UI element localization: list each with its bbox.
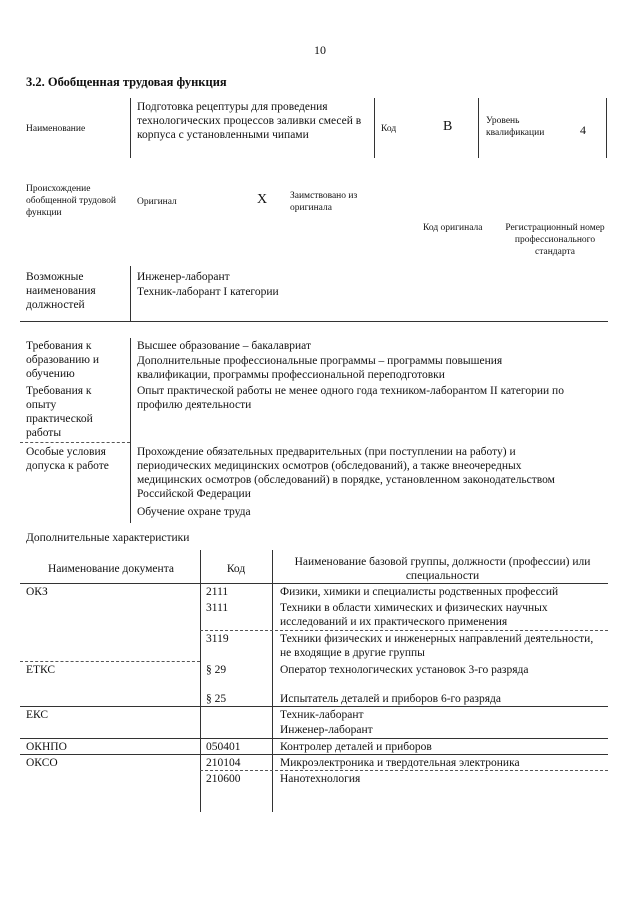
table-header-bottom [20, 583, 608, 584]
table-row-name: Контролер деталей и приборов [280, 741, 432, 753]
table-row-code: 3119 [206, 633, 229, 645]
row-divider [20, 738, 608, 739]
section-title: 3.2. Обобщенная трудовая функция [26, 75, 227, 89]
header-code: Код [226, 563, 246, 575]
experience-value: Опыт практической работы не менее одного года техником-лаборантом II категории по профилю деятельности [137, 385, 564, 411]
table-col-divider-1 [200, 550, 201, 812]
level-right-border [606, 98, 607, 158]
position-value-1: Инженер-лаборант [137, 271, 230, 283]
row-divider [20, 754, 608, 755]
function-name-value: Подготовка рецептуры для проведения технологических процессов заливки смесей в корпуса с установленными чипами [137, 101, 362, 141]
table-col-divider-2 [272, 550, 273, 812]
table-row-name: Физики, химики и специалисты родственных профессий [280, 586, 559, 598]
table-row-doc: ЕКС [26, 709, 49, 721]
table-row-code: 210104 [206, 757, 241, 769]
row-divider [200, 630, 608, 631]
special-conditions-value: Прохождение обязательных предварительных (при поступлении на работу) и периодических медицинских осмотров (обследований), а также внеочередных медицинских осмотров (обследований) в порядке, установленном законодательством Российской Федерации [137, 446, 555, 500]
table-row-name: Микроэлектроника и твердотельная электроника [280, 757, 520, 769]
header-document: Наименование документа [48, 563, 174, 575]
level-left-border [478, 98, 479, 158]
education-label: Требования к образованию и обучению [26, 340, 99, 380]
row-divider [20, 661, 200, 662]
code-label: Код [381, 124, 397, 134]
experience-bottom-dash [20, 442, 130, 443]
table-row-name: Нанотехнология [280, 773, 361, 785]
table-row-name: Техники физических и инженерных направлений деятельности, не входящие в другие группы [280, 633, 594, 659]
table-row-name: Техники в области химических и физических научных исследований и их практического применения [280, 602, 548, 628]
name-right-border [374, 98, 375, 158]
education-value-2: Дополнительные профессиональные программы – программы повышения квалификации, программы профессиональной переподготовки [137, 355, 503, 381]
original-mark: X [257, 192, 268, 207]
table-row-name: Инженер-лаборант [280, 724, 373, 736]
special-conditions-label: Особые условия допуска к работе [26, 446, 109, 472]
table-row-doc: ОКСО [26, 757, 58, 769]
table-row-doc: ЕТКС [26, 664, 56, 676]
positions-bottom-line [20, 321, 608, 322]
table-row-doc: ОКЗ [26, 586, 48, 598]
code-value: B [443, 119, 453, 134]
original-label: Оригинал [137, 197, 177, 207]
origin-label: Происхождение обобщенной трудовой функции [26, 184, 116, 218]
position-value-2: Техник-лаборант I категории [137, 286, 279, 298]
page-number: 10 [314, 43, 326, 57]
additional-title: Дополнительные характеристики [26, 532, 190, 544]
reg-number-label: Регистрационный номер профессионального стандарта [505, 223, 605, 257]
header-group-name: Наименование базовой группы, должности (профессии) или специальности [294, 556, 591, 582]
borrowed-label: Заимствовано из оригинала [290, 191, 358, 213]
table-row-doc: ОКНПО [26, 741, 67, 753]
table-row-name: Испытатель деталей и приборов 6-го разряда [280, 693, 501, 705]
table-row-code: 3111 [206, 602, 229, 614]
name-label: Наименование [26, 124, 86, 134]
requirements-divider [130, 338, 131, 523]
table-row-name: Оператор технологических установок 3-го разряда [280, 664, 529, 676]
row-divider [20, 706, 608, 707]
row-divider [200, 770, 608, 771]
education-value-1: Высшее образование – бакалавриат [137, 340, 311, 352]
level-label: Уровень квалификации [486, 116, 545, 138]
table-row-code: 210600 [206, 773, 241, 785]
table-row-code: 2111 [206, 586, 229, 598]
positions-divider [130, 266, 131, 321]
table-row-code: § 29 [206, 664, 227, 676]
positions-label: Возможные наименования должностей [26, 271, 96, 311]
level-value: 4 [580, 123, 586, 137]
code-original-label: Код оригинала [423, 223, 483, 233]
table-row-code: 050401 [206, 741, 241, 753]
experience-label: Требования к опыту практической работы [26, 385, 93, 439]
table-row-code: § 25 [206, 693, 227, 705]
special-conditions-value-2: Обучение охране труда [137, 506, 251, 518]
name-left-border [130, 98, 131, 158]
table-row-name: Техник-лаборант [280, 709, 364, 721]
